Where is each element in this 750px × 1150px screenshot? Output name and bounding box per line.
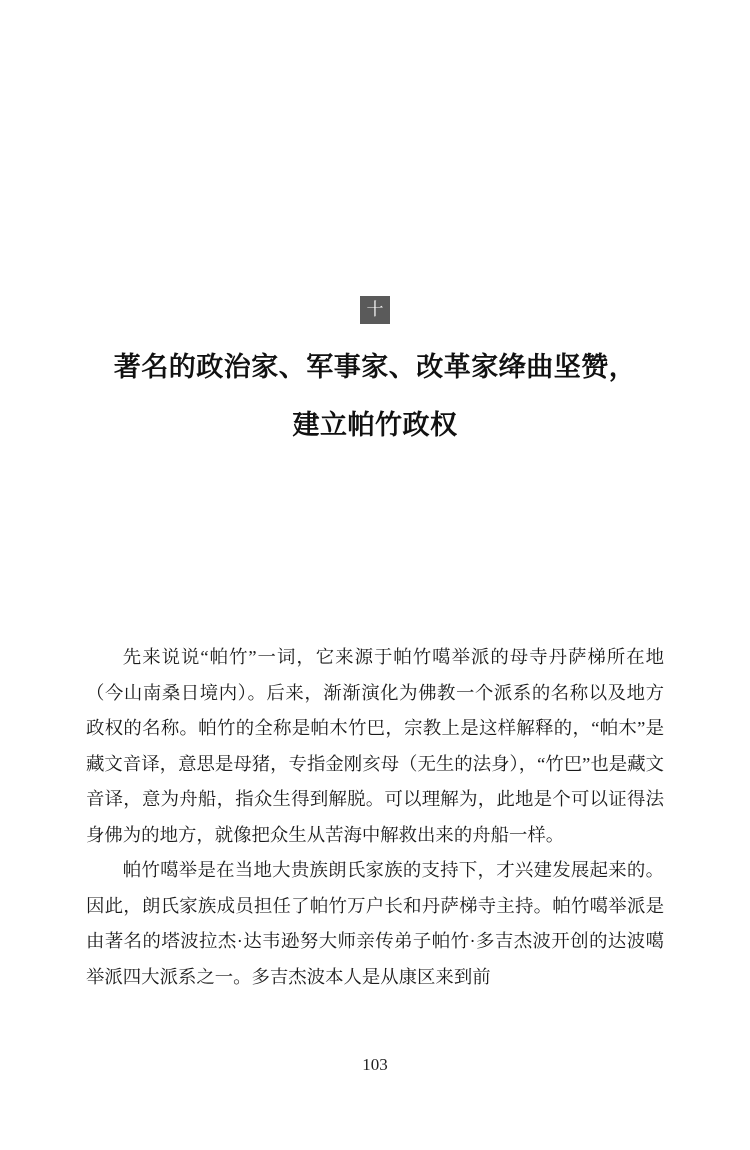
- chapter-number-badge: 十: [360, 296, 390, 324]
- page-number: 103: [362, 1055, 388, 1074]
- body-text: [86, 640, 664, 995]
- paragraph-2: 帕竹噶举是在当地大贵族朗氏家族的支持下，才兴建发展起来的。因此，朗氏家族成员担任了帕竹万户长和丹萨梯寺主持。帕竹噶举派是由著名的塔波拉杰·达韦逊努大师亲传弟子帕竹·多吉杰波开创的达波噶举派四大派系之一。多吉杰波本人是从康区来到前: [86, 860, 664, 987]
- title-line-2: 建立帕竹政权: [292, 410, 458, 440]
- paragraph-1: 先来说说“帕竹”一词，它来源于帕竹噶举派的母寺丹萨梯所在地（今山南桑日境内）。后来，渐渐演化为佛教一个派系的名称以及地方政权的名称。帕竹的全称是帕木竹巴，宗教上是这样解释的，“帕木”是藏文音译，意思是母猪，专指金刚亥母（无生的法身），“竹巴”也是藏文音译，意为舟船，指众生得到解脱。可以理解为，此地是个可以证得法身佛为的地方，就像把众生从苦海中解救出来的舟船一样。: [86, 647, 664, 845]
- chapter-number-container: [0, 296, 750, 324]
- title-line-1: 著名的政治家、军事家、改革家绛曲坚赞，: [113, 352, 637, 382]
- page-title: [75, 338, 675, 454]
